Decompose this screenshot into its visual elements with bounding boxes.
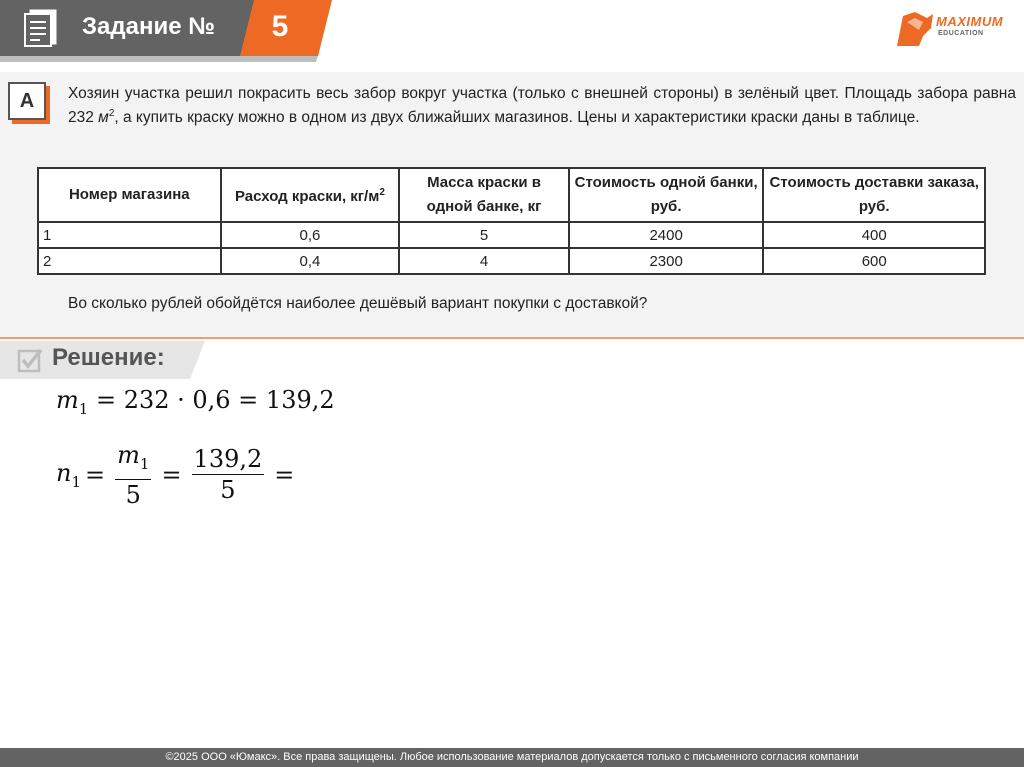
frac2-denominator: 5	[220, 476, 236, 505]
checkbox-checked-icon	[17, 347, 43, 373]
fraction-2	[192, 444, 265, 505]
logo-text: MAXIMUM	[936, 14, 1004, 29]
area-unit-exponent: 2	[108, 107, 115, 119]
solution-title: Решение:	[52, 344, 165, 371]
table-row	[38, 222, 985, 248]
eq1-lhs-sub: 1	[78, 399, 89, 418]
logo-subtext: EDUCATION	[938, 30, 984, 37]
table-cell: 5	[399, 222, 569, 248]
header-store-number: Номер магазина	[38, 168, 221, 222]
problem-divider	[0, 337, 1024, 339]
equation-1	[56, 386, 335, 418]
table-cell: 2300	[569, 248, 764, 274]
document-icon	[22, 8, 60, 48]
table-cell: 4	[399, 248, 569, 274]
frac1-denominator: 5	[125, 480, 141, 509]
copyright-text: ©2025 ООО «Юмакс». Все права защищены. Любое использование материалов допускается только с письменного согласия компании	[165, 751, 859, 763]
title-bar-shadow	[0, 56, 318, 62]
task-title: Задание №	[82, 13, 215, 40]
price-table	[37, 167, 986, 275]
header-can-mass: Масса краски в одной банке, кг	[399, 168, 569, 222]
table-cell: 2	[38, 248, 221, 274]
problem-text	[68, 82, 1016, 129]
frac1-numerator: m	[117, 441, 140, 469]
task-number: 5	[271, 10, 289, 43]
header-paint-consumption: Расход краски, $кг/м^2$	[221, 168, 400, 222]
frac2-numerator: 139,2	[193, 445, 263, 474]
table-cell: 600	[763, 248, 985, 274]
eq1-lhs: m	[56, 386, 79, 414]
equation-2	[56, 440, 298, 510]
table-cell: 0,4	[221, 248, 400, 274]
header-can-price: Стоимость одной банки, руб.	[569, 168, 764, 222]
problem-text-part1: Хозяин участка решил покрасить весь забор вокруг участка (только с внешней стороны) в зелёный цвет. Площадь забора равна 232	[68, 85, 1016, 126]
table-header-row	[38, 168, 985, 222]
header-delivery-price: Стоимость доставки заказа, руб.	[763, 168, 985, 222]
eq2-lhs: n	[56, 459, 72, 487]
table-cell: 0,6	[221, 222, 400, 248]
equals-sign: =	[161, 460, 182, 489]
table-row	[38, 248, 985, 274]
eq1-rhs: = 232 · 0,6 = 139,2	[95, 386, 335, 414]
area-unit: м	[98, 108, 109, 126]
difficulty-badge: A	[8, 82, 46, 120]
table-cell: 2400	[569, 222, 764, 248]
equals-sign: =	[274, 460, 295, 489]
table-cell: 400	[763, 222, 985, 248]
fraction-1	[115, 440, 151, 510]
table-cell: 1	[38, 222, 221, 248]
question-text: Во сколько рублей обойдётся наиболее дешёвый вариант покупки с доставкой?	[68, 295, 648, 312]
problem-text-part2: , а купить краску можно в одном из двух ближайших магазинов. Цены и характеристики краски даны в таблице.	[114, 108, 920, 126]
eq2-lhs-sub: 1	[71, 472, 82, 491]
frac1-numerator-sub: 1	[139, 454, 150, 473]
equals-sign: =	[85, 460, 106, 489]
